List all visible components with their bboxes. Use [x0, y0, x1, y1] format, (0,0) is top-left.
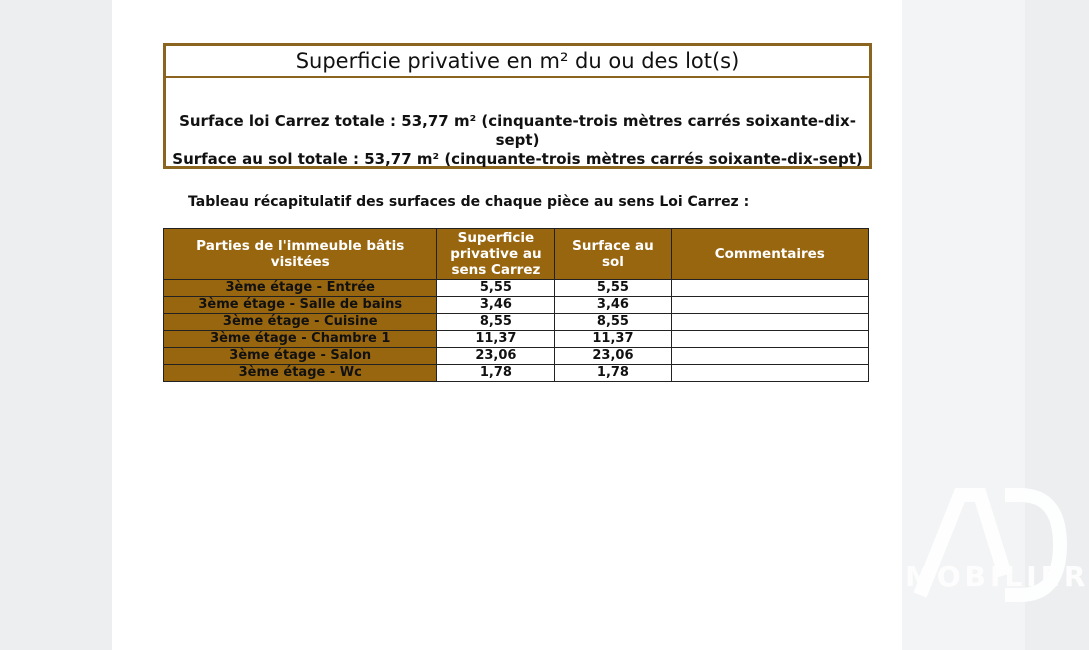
sol-cell: 3,46: [555, 297, 671, 314]
comment-cell: [671, 348, 868, 365]
room-cell: 3ème étage - Wc: [164, 365, 437, 382]
header-carrez: Superficie privative au sens Carrez: [437, 229, 555, 280]
table-row: [164, 331, 869, 348]
sol-cell: 23,06: [555, 348, 671, 365]
surfaces-table: [163, 228, 869, 382]
sol-cell: 8,55: [555, 314, 671, 331]
carrez-cell: 8,55: [437, 314, 555, 331]
comment-cell: [671, 365, 868, 382]
room-cell: 3ème étage - Salon: [164, 348, 437, 365]
table-row: [164, 365, 869, 382]
table-row: [164, 297, 869, 314]
room-cell: 3ème étage - Salle de bains: [164, 297, 437, 314]
table-row: [164, 314, 869, 331]
sol-total-line: Surface au sol totale : 53,77 m² (cinquante-trois mètres carrés soixante-dix-sept): [172, 150, 863, 168]
carrez-total-line: Surface loi Carrez totale : 53,77 m² (cinquante-trois mètres carrés soixante-dix-sept): [179, 112, 856, 149]
watermark-text: MOBILIER: [905, 560, 1089, 593]
room-cell: 3ème étage - Cuisine: [164, 314, 437, 331]
comment-cell: [671, 297, 868, 314]
summary-box: [163, 43, 872, 169]
table-row: [164, 348, 869, 365]
summary-body: [166, 78, 869, 169]
sol-cell: 5,55: [555, 280, 671, 297]
room-cell: 3ème étage - Entrée: [164, 280, 437, 297]
carrez-cell: 3,46: [437, 297, 555, 314]
sol-cell: 1,78: [555, 365, 671, 382]
comment-cell: [671, 314, 868, 331]
comment-cell: [671, 331, 868, 348]
table-caption: Tableau récapitulatif des surfaces de chaque pièce au sens Loi Carrez :: [188, 194, 750, 210]
header-commentaires: Commentaires: [671, 229, 868, 280]
sol-cell: 11,37: [555, 331, 671, 348]
header-parties: Parties de l'immeuble bâtis visitées: [164, 229, 437, 280]
room-cell: 3ème étage - Chambre 1: [164, 331, 437, 348]
carrez-cell: 5,55: [437, 280, 555, 297]
summary-title: Superficie privative en m² du ou des lot(s): [166, 46, 869, 78]
comment-cell: [671, 280, 868, 297]
table-row: [164, 280, 869, 297]
carrez-cell: 1,78: [437, 365, 555, 382]
carrez-cell: 11,37: [437, 331, 555, 348]
carrez-cell: 23,06: [437, 348, 555, 365]
header-sol: Surface au sol: [555, 229, 671, 280]
table-header-row: [164, 229, 869, 280]
